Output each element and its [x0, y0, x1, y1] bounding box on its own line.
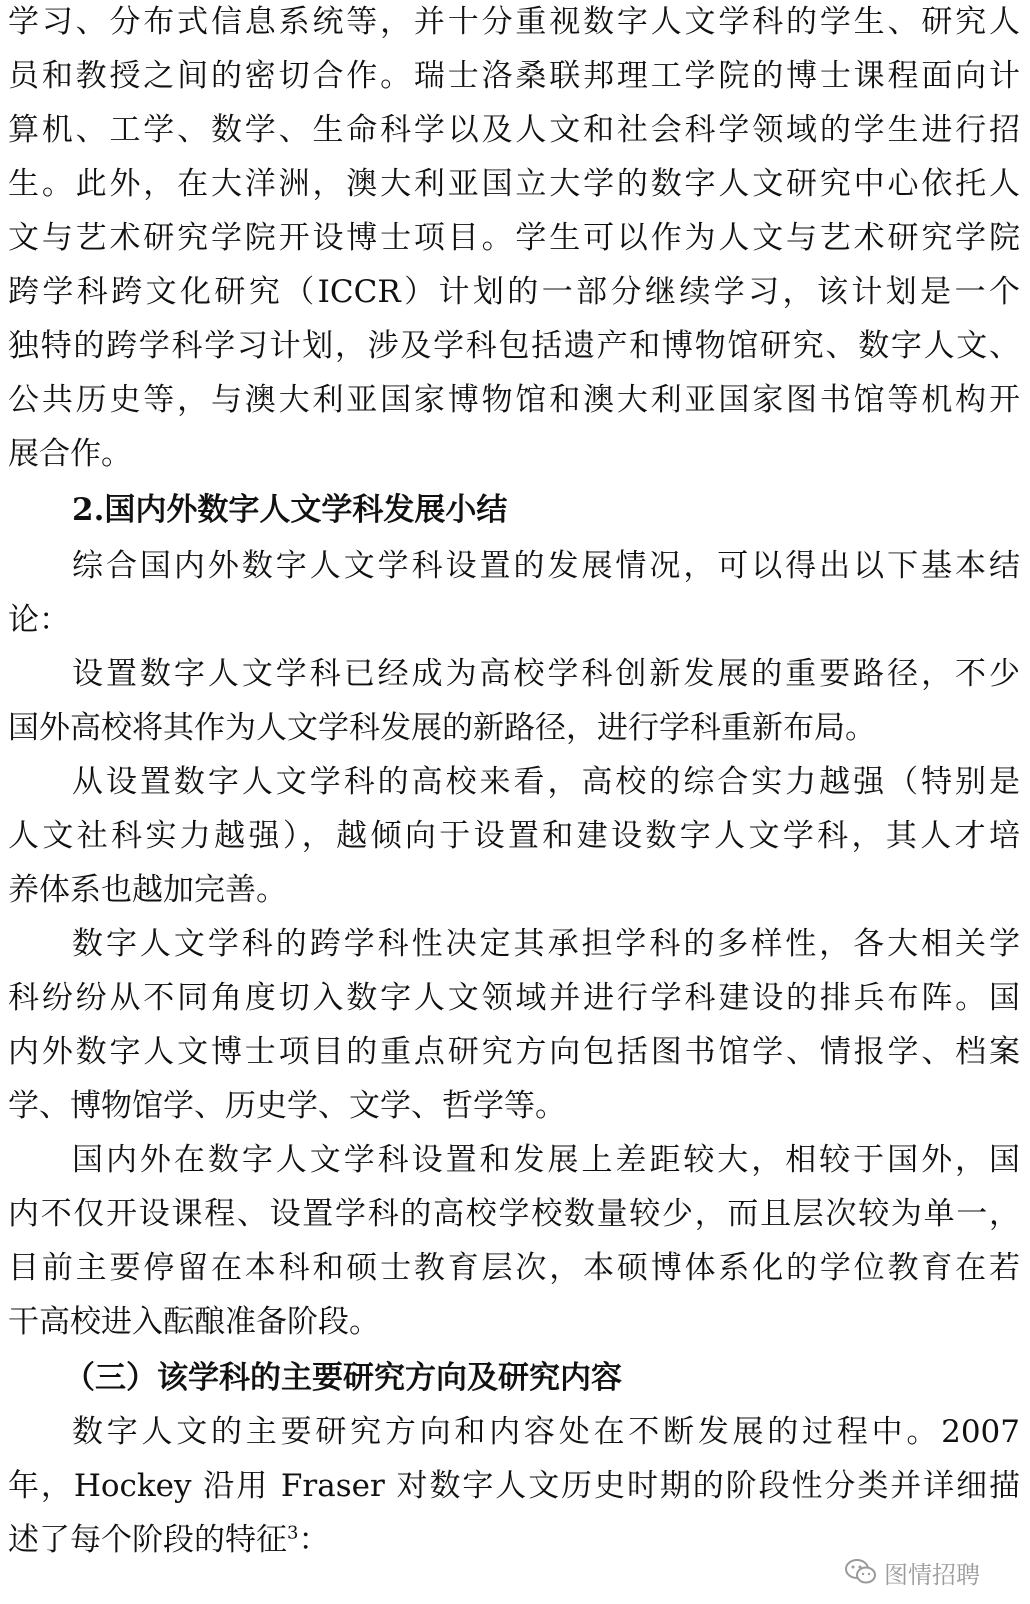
paragraph-line: 独特的跨学科学习计划，涉及学科包括遗产和博物馆研究、数字人文、	[8, 328, 1020, 364]
paragraph-line: 养体系也越加完善。	[8, 872, 287, 908]
paragraph-line: 目前主要停留在本科和硕士教育层次，本硕博体系化的学位教育在若	[8, 1250, 1020, 1286]
paragraph-line: 学习、分布式信息系统等，并十分重视数字人文学科的学生、研究人	[8, 4, 1020, 40]
paragraph-line: 公共历史等，与澳大利亚国家博物馆和澳大利亚国家图书馆等机构开	[8, 382, 1020, 418]
paragraph-line: 跨学科跨文化研究（ICCR）计划的一部分继续学习，该计划是一个	[8, 274, 1020, 310]
paragraph-line: 国外高校将其作为人文学科发展的新路径，进行学科重新布局。	[8, 710, 876, 746]
watermark	[844, 1554, 980, 1590]
paragraph-line: 生。此外，在大洋洲，澳大利亚国立大学的数字人文研究中心依托人	[8, 166, 1020, 202]
paragraph-line: 展合作。	[8, 436, 132, 472]
watermark-text: 图情招聘	[884, 1560, 980, 1589]
paragraph-line: 年，Hockey 沿用 Fraser 对数字人文历史时期的阶段性分类并详细描	[8, 1468, 1020, 1504]
paragraph-line: 设置数字人文学科已经成为高校学科创新发展的重要路径，不少	[72, 656, 1020, 692]
paragraph-line: 论：	[8, 602, 70, 638]
wechat-icon	[844, 1558, 878, 1586]
section-heading: （三）该学科的主要研究方向及研究内容	[64, 1360, 622, 1396]
paragraph-line: 从设置数字人文学科的高校来看，高校的综合实力越强（特别是	[72, 764, 1020, 800]
paragraph-line: 学、博物馆学、历史学、文学、哲学等。	[8, 1088, 566, 1124]
paragraph-line: 数字人文学科的跨学科性决定其承担学科的多样性，各大相关学	[72, 926, 1020, 962]
paragraph-line: 内不仅开设课程、设置学科的高校学校数量较少，而且层次较为单一，	[8, 1196, 1020, 1232]
paragraph-line	[8, 1520, 329, 1560]
paragraph-text: 述了每个阶段的特征	[8, 1522, 287, 1558]
paragraph-line: 综合国内外数字人文学科设置的发展情况，可以得出以下基本结	[72, 548, 1020, 584]
paragraph-line: 人文社科实力越强），越倾向于设置和建设数字人文学科，其人才培	[8, 818, 1020, 854]
paragraph-line: 员和教授之间的密切合作。瑞士洛桑联邦理工学院的博士课程面向计	[8, 58, 1020, 94]
paragraph-text: ：	[298, 1522, 330, 1558]
paragraph-line: 国内外在数字人文学科设置和发展上差距较大，相较于国外，国	[72, 1142, 1020, 1178]
paragraph-line: 文与艺术研究学院开设博士项目。学生可以作为人文与艺术研究学院	[8, 220, 1020, 256]
paragraph-line: 算机、工学、数学、生命科学以及人文和社会科学领域的学生进行招	[8, 112, 1020, 148]
paragraph-line: 科纷纷从不同角度切入数字人文领域并进行学科建设的排兵布阵。国	[8, 980, 1020, 1016]
footnote-marker: 3	[287, 1522, 299, 1544]
paragraph-line: 干高校进入酝酿准备阶段。	[8, 1304, 380, 1340]
paragraph-line: 内外数字人文博士项目的重点研究方向包括图书馆学、情报学、档案	[8, 1034, 1020, 1070]
paragraph-line: 数字人文的主要研究方向和内容处在不断发展的过程中。2007	[72, 1414, 1020, 1450]
section-heading: 2.国内外数字人文学科发展小结	[72, 492, 508, 528]
